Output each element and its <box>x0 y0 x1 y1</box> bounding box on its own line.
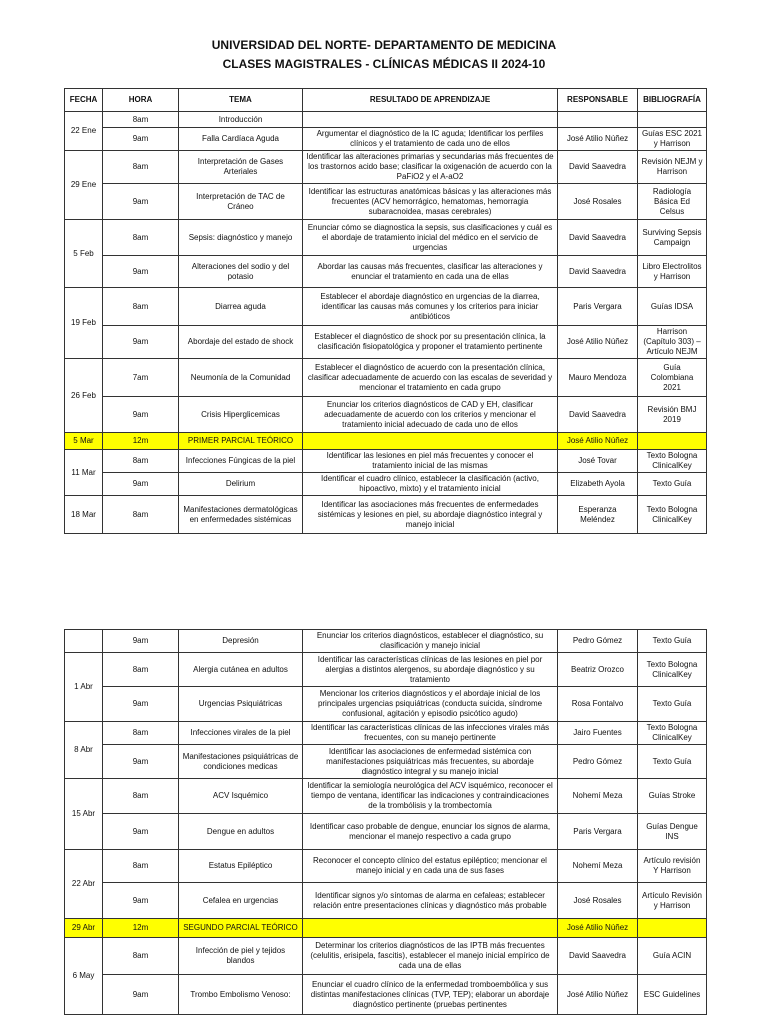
responsible-cell: Beatriz Orozco <box>558 653 638 687</box>
responsible-cell <box>558 112 638 128</box>
date-cell: 11 Mar <box>65 450 103 496</box>
column-header: RESPONSABLE <box>558 89 638 112</box>
learning-outcome-cell: Identificar signos y/o síntomas de alarma en cefaleas; establecer relación entre presentaciones clínicas y diagnóstico más probable <box>303 883 558 919</box>
time-cell: 9am <box>103 326 179 359</box>
time-cell: 8am <box>103 220 179 256</box>
bibliography-cell <box>638 919 707 938</box>
table-row <box>65 326 707 359</box>
responsible-cell: Paris Vergara <box>558 288 638 326</box>
responsible-cell: Pedro Gómez <box>558 630 638 653</box>
table-row <box>65 112 707 128</box>
date-cell: 29 Ene <box>65 151 103 220</box>
topic-cell: Dengue en adultos <box>179 814 303 850</box>
bibliography-cell: Revisión NEJM y Harrison <box>638 151 707 184</box>
table-row <box>65 779 707 814</box>
responsible-cell: David Saavedra <box>558 151 638 184</box>
table-row <box>65 687 707 722</box>
table-row <box>65 288 707 326</box>
document-title-line2: CLASES MAGISTRALES - CLÍNICAS MÉDICAS II 2024-10 <box>222 57 546 71</box>
column-header: HORA <box>103 89 179 112</box>
date-cell: 5 Mar <box>65 433 103 450</box>
bibliography-cell <box>638 433 707 450</box>
time-cell: 9am <box>103 975 179 1015</box>
learning-outcome-cell: Enunciar el cuadro clínico de la enfermedad tromboembólica y sus distintas manifestaciones clínicas (TVP, TEP); elaborar un abordaje diagnóstico pertinente (pruebas pertinentes <box>303 975 558 1015</box>
time-cell: 8am <box>103 722 179 745</box>
responsible-cell: José Rosales <box>558 883 638 919</box>
bibliography-cell: Texto Bologna ClinicalKey <box>638 653 707 687</box>
column-header: FECHA <box>65 89 103 112</box>
time-cell: 9am <box>103 184 179 220</box>
time-cell: 12m <box>103 919 179 938</box>
learning-outcome-cell: Establecer el abordaje diagnóstico en urgencias de la diarrea, identificar las causas más comunes y los criterios para iniciar antibióticos <box>303 288 558 326</box>
table-row <box>65 450 707 473</box>
topic-cell: Depresión <box>179 630 303 653</box>
time-cell: 9am <box>103 814 179 850</box>
learning-outcome-cell: Enunciar los criterios diagnósticos de CAD y EH, clasificar adecuadamente de acuerdo con los criterios y mencionar el tratamiento inicial adecuado de cada uno de ellos <box>303 397 558 433</box>
learning-outcome-cell <box>303 433 558 450</box>
bibliography-cell: Revisión BMJ 2019 <box>638 397 707 433</box>
time-cell: 8am <box>103 779 179 814</box>
learning-outcome-cell: Identificar las lesiones en piel más frecuentes y conocer el tratamiento inicial de las mismas <box>303 450 558 473</box>
learning-outcome-cell: Identificar las características clínicas de las infecciones virales más frecuentes, con su manejo pertinente <box>303 722 558 745</box>
time-cell: 8am <box>103 850 179 883</box>
topic-cell: Alergia cutánea en adultos <box>179 653 303 687</box>
date-cell: 19 Feb <box>65 288 103 359</box>
topic-cell: Crisis Hiperglicemicas <box>179 397 303 433</box>
time-cell: 9am <box>103 397 179 433</box>
date-cell: 15 Abr <box>65 779 103 850</box>
responsible-cell: Esperanza Meléndez <box>558 496 638 534</box>
time-cell: 8am <box>103 151 179 184</box>
table-row <box>65 359 707 397</box>
table-row <box>65 722 707 745</box>
responsible-cell: Nohemí Meza <box>558 850 638 883</box>
learning-outcome-cell: Establecer el diagnóstico de shock por su presentación clínica, la clasificación fisiopatológica y proponer el tratamiento pertinente <box>303 326 558 359</box>
topic-cell: Manifestaciones dermatológicas en enfermedades sistémicas <box>179 496 303 534</box>
bibliography-cell: Libro Electrolitos y Harrison <box>638 256 707 288</box>
topic-cell: Falla Cardíaca Aguda <box>179 128 303 151</box>
table-row <box>65 975 707 1015</box>
bibliography-cell: Texto Bologna ClinicalKey <box>638 496 707 534</box>
bibliography-cell: Texto Guía <box>638 687 707 722</box>
learning-outcome-cell: Determinar los criterios diagnósticos de las IPTB más frecuentes (celulitis, erisipela, fascitis), establecer el manejo inicial empírico de cada una de ellas <box>303 938 558 975</box>
exam-row <box>65 433 707 450</box>
date-cell: 18 Mar <box>65 496 103 534</box>
column-header: TEMA <box>179 89 303 112</box>
topic-cell: Estatus Epiléptico <box>179 850 303 883</box>
topic-cell: Interpretación de Gases Arteriales <box>179 151 303 184</box>
learning-outcome-cell <box>303 919 558 938</box>
learning-outcome-cell: Establecer el diagnóstico de acuerdo con la presentación clínica, clasificar adecuadamente de acuerdo con las escalas de severidad y mencionar el tratamiento en cada grupo <box>303 359 558 397</box>
date-cell <box>65 630 103 653</box>
topic-cell: Manifestaciones psiquiátricas de condiciones medicas <box>179 745 303 779</box>
table-row <box>65 814 707 850</box>
time-cell: 9am <box>103 883 179 919</box>
bibliography-cell: Guías Dengue INS <box>638 814 707 850</box>
bibliography-cell: Surviving Sepsis Campaign <box>638 220 707 256</box>
date-cell: 5 Feb <box>65 220 103 288</box>
time-cell: 8am <box>103 112 179 128</box>
topic-cell: Infección de piel y tejidos blandos <box>179 938 303 975</box>
responsible-cell: José Atilio Núñez <box>558 919 638 938</box>
bibliography-cell: Radiología Básica Ed Celsus <box>638 184 707 220</box>
responsible-cell: José Atilio Núñez <box>558 128 638 151</box>
bibliography-cell: ESC Guidelines <box>638 975 707 1015</box>
table-row <box>65 128 707 151</box>
topic-cell: Alteraciones del sodio y del potasio <box>179 256 303 288</box>
table-row <box>65 883 707 919</box>
responsible-cell: Elizabeth Ayola <box>558 473 638 496</box>
responsible-cell: David Saavedra <box>558 938 638 975</box>
topic-cell: Delirium <box>179 473 303 496</box>
responsible-cell: José Rosales <box>558 184 638 220</box>
schedule-table-1 <box>64 88 707 534</box>
topic-cell: Cefalea en urgencias <box>179 883 303 919</box>
table-row <box>65 745 707 779</box>
time-cell: 9am <box>103 473 179 496</box>
table-row <box>65 184 707 220</box>
bibliography-cell: Guía Colombiana 2021 <box>638 359 707 397</box>
table-header-row <box>65 89 707 112</box>
responsible-cell: José Atilio Núñez <box>558 326 638 359</box>
bibliography-cell: Guía ACIN <box>638 938 707 975</box>
learning-outcome-cell: Reconocer el concepto clínico del estatus epiléptico; mencionar el manejo inicial y en cada una de sus fases <box>303 850 558 883</box>
schedule-table-2 <box>64 629 707 1015</box>
topic-cell: SEGUNDO PARCIAL TEÓRICO <box>179 919 303 938</box>
bibliography-cell: Texto Guía <box>638 630 707 653</box>
time-cell: 8am <box>103 653 179 687</box>
learning-outcome-cell: Identificar las alteraciones primarias y secundarias más frecuentes de los trastornos acido base; clasificar la oxigenación de acuerdo con la PaFiO2 y el A-aO2 <box>303 151 558 184</box>
table-row <box>65 496 707 534</box>
bibliography-cell: Harrison (Capítulo 303) – Artículo NEJM <box>638 326 707 359</box>
topic-cell: Neumonía de la Comunidad <box>179 359 303 397</box>
topic-cell: Trombo Embolismo Venoso: <box>179 975 303 1015</box>
responsible-cell: José Tovar <box>558 450 638 473</box>
bibliography-cell <box>638 112 707 128</box>
topic-cell: Introducción <box>179 112 303 128</box>
bibliography-cell: Texto Bologna ClinicalKey <box>638 450 707 473</box>
bibliography-cell: Guías IDSA <box>638 288 707 326</box>
learning-outcome-cell: Identificar el cuadro clínico, establecer la clasificación (activo, hipoactivo, mixto) y el tratamiento inicial <box>303 473 558 496</box>
responsible-cell: David Saavedra <box>558 256 638 288</box>
responsible-cell: José Atilio Núñez <box>558 433 638 450</box>
topic-cell: Diarrea aguda <box>179 288 303 326</box>
table-row <box>65 473 707 496</box>
topic-cell: PRIMER PARCIAL TEÓRICO <box>179 433 303 450</box>
date-cell: 22 Ene <box>65 112 103 151</box>
responsible-cell: Nohemí Meza <box>558 779 638 814</box>
time-cell: 8am <box>103 496 179 534</box>
learning-outcome-cell <box>303 112 558 128</box>
learning-outcome-cell: Enunciar los criterios diagnósticos, establecer el diagnóstico, su clasificación y manejo inicial <box>303 630 558 653</box>
topic-cell: Urgencias Psiquiátricas <box>179 687 303 722</box>
time-cell: 9am <box>103 687 179 722</box>
document-title-line1: UNIVERSIDAD DEL NORTE- DEPARTAMENTO DE MEDICINA <box>211 38 557 52</box>
learning-outcome-cell: Identificar las asociaciones de enfermedad sistémica con manifestaciones psiquiátricas más frecuentes, su abordaje diagnóstico integral y su manejo inicial <box>303 745 558 779</box>
date-cell: 29 Abr <box>65 919 103 938</box>
responsible-cell: José Atilio Núñez <box>558 975 638 1015</box>
learning-outcome-cell: Identificar la semiología neurológica del ACV isquémico, reconocer el tiempo de ventana, identificar las indicaciones y contraindicaciones de la trombólisis y la trombectomía <box>303 779 558 814</box>
exam-row <box>65 919 707 938</box>
responsible-cell: David Saavedra <box>558 397 638 433</box>
responsible-cell: Pedro Gómez <box>558 745 638 779</box>
topic-cell: Infecciones Fúngicas de la piel <box>179 450 303 473</box>
date-cell: 8 Abr <box>65 722 103 779</box>
bibliography-cell: Texto Guía <box>638 473 707 496</box>
time-cell: 9am <box>103 128 179 151</box>
table-row <box>65 653 707 687</box>
topic-cell: Sepsis: diagnóstico y manejo <box>179 220 303 256</box>
learning-outcome-cell: Mencionar los criterios diagnósticos y el abordaje inicial de los principales urgencias psiquiátricas (conducta suicida, síndrome confusional, agitación y episodio psicótico agudo) <box>303 687 558 722</box>
learning-outcome-cell: Identificar las características clínicas de las lesiones en piel por alergias a distintos alergenos, su abordaje diagnóstico y su tratamiento <box>303 653 558 687</box>
responsible-cell: Paris Vergara <box>558 814 638 850</box>
column-header: BIBLIOGRAFÍA <box>638 89 707 112</box>
table-row <box>65 850 707 883</box>
time-cell: 8am <box>103 288 179 326</box>
topic-cell: ACV Isquémico <box>179 779 303 814</box>
time-cell: 8am <box>103 938 179 975</box>
table-row <box>65 938 707 975</box>
learning-outcome-cell: Enunciar cómo se diagnostica la sepsis, sus clasificaciones y cuál es el abordaje de tratamiento inicial del médico en el servicio de urgencias <box>303 220 558 256</box>
bibliography-cell: Texto Guía <box>638 745 707 779</box>
column-header: RESULTADO DE APRENDIZAJE <box>303 89 558 112</box>
date-cell: 22 Abr <box>65 850 103 919</box>
table-row <box>65 151 707 184</box>
bibliography-cell: Guías Stroke <box>638 779 707 814</box>
learning-outcome-cell: Identificar las estructuras anatómicas básicas y las alteraciones más frecuentes (ACV hemorrágico, hematomas, hemorragia subaracnoidea, masas cerebrales) <box>303 184 558 220</box>
responsible-cell: Mauro Mendoza <box>558 359 638 397</box>
bibliography-cell: Guías ESC 2021 y Harrison <box>638 128 707 151</box>
learning-outcome-cell: Identificar las asociaciones más frecuentes de enfermedades sistémicas y lesiones en piel, su abordaje diagnóstico integral y manejo inicial <box>303 496 558 534</box>
responsible-cell: Rosa Fontalvo <box>558 687 638 722</box>
time-cell: 12m <box>103 433 179 450</box>
responsible-cell: David Saavedra <box>558 220 638 256</box>
table-row <box>65 220 707 256</box>
bibliography-cell: Texto Bologna ClinicalKey <box>638 722 707 745</box>
time-cell: 7am <box>103 359 179 397</box>
time-cell: 9am <box>103 256 179 288</box>
bibliography-cell: Artículo revisión Y Harrison <box>638 850 707 883</box>
bibliography-cell: Artículo Revisión y Harrison <box>638 883 707 919</box>
time-cell: 8am <box>103 450 179 473</box>
responsible-cell: Jairo Fuentes <box>558 722 638 745</box>
table-row <box>65 256 707 288</box>
topic-cell: Abordaje del estado de shock <box>179 326 303 359</box>
learning-outcome-cell: Identificar caso probable de dengue, enunciar los signos de alarma, mencionar el manejo respectivo a cada grupo <box>303 814 558 850</box>
learning-outcome-cell: Argumentar el diagnóstico de la IC aguda; Identificar los perfiles clínicos y el tratamiento de cada uno de ellos <box>303 128 558 151</box>
time-cell: 9am <box>103 745 179 779</box>
topic-cell: Interpretación de TAC de Cráneo <box>179 184 303 220</box>
topic-cell: Infecciones virales de la piel <box>179 722 303 745</box>
date-cell: 6 May <box>65 938 103 1015</box>
table-row <box>65 630 707 653</box>
table-row <box>65 397 707 433</box>
learning-outcome-cell: Abordar las causas más frecuentes, clasificar las alteraciones y enunciar el tratamiento en cada una de ellas <box>303 256 558 288</box>
time-cell: 9am <box>103 630 179 653</box>
date-cell: 1 Abr <box>65 653 103 722</box>
date-cell: 26 Feb <box>65 359 103 433</box>
